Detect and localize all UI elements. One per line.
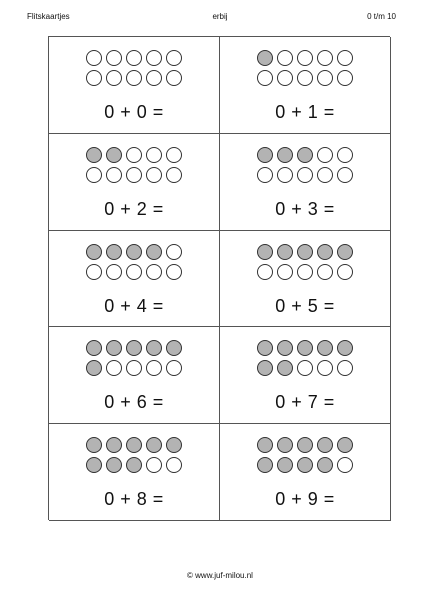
empty-dot	[277, 264, 293, 280]
filled-dot	[277, 360, 293, 376]
empty-dot	[317, 264, 333, 280]
equation: 0 + 5 =	[275, 295, 335, 316]
empty-dot	[297, 360, 313, 376]
flashcard	[49, 231, 220, 328]
header-title: Flitskaartjes	[27, 12, 70, 21]
filled-dot	[126, 244, 142, 260]
empty-dot	[146, 457, 162, 473]
flashcard	[49, 327, 220, 424]
dot-row	[86, 167, 182, 183]
flashcard	[220, 134, 391, 231]
filled-dot	[297, 340, 313, 356]
empty-dot	[297, 70, 313, 86]
dot-frame	[49, 244, 219, 280]
empty-dot	[166, 167, 182, 183]
filled-dot	[166, 340, 182, 356]
empty-dot	[337, 147, 353, 163]
flashcard-grid	[48, 36, 390, 520]
empty-dot	[297, 50, 313, 66]
filled-dot	[277, 147, 293, 163]
empty-dot	[166, 70, 182, 86]
filled-dot	[106, 457, 122, 473]
empty-dot	[166, 50, 182, 66]
dot-row	[86, 147, 182, 163]
flashcard	[49, 424, 220, 521]
copyright-footer: © www.juf-milou.nl	[187, 571, 253, 580]
dot-row	[257, 167, 353, 183]
empty-dot	[146, 167, 162, 183]
equation: 0 + 7 =	[275, 392, 335, 413]
dot-row	[257, 340, 353, 356]
filled-dot	[106, 147, 122, 163]
empty-dot	[317, 147, 333, 163]
filled-dot	[277, 244, 293, 260]
filled-dot	[277, 457, 293, 473]
empty-dot	[106, 167, 122, 183]
equation: 0 + 6 =	[104, 392, 164, 413]
flashcard	[220, 327, 391, 424]
equation: 0 + 9 =	[275, 489, 335, 510]
empty-dot	[297, 264, 313, 280]
filled-dot	[297, 437, 313, 453]
empty-dot	[277, 70, 293, 86]
dot-row	[257, 244, 353, 260]
empty-dot	[317, 50, 333, 66]
empty-dot	[337, 457, 353, 473]
empty-dot	[337, 167, 353, 183]
dot-frame	[220, 340, 390, 376]
empty-dot	[277, 167, 293, 183]
flashcard	[220, 424, 391, 521]
filled-dot	[257, 50, 273, 66]
empty-dot	[126, 167, 142, 183]
empty-dot	[317, 360, 333, 376]
empty-dot	[106, 70, 122, 86]
header-topic: erbij	[212, 12, 228, 21]
dot-row	[86, 457, 182, 473]
filled-dot	[277, 437, 293, 453]
empty-dot	[317, 70, 333, 86]
filled-dot	[317, 244, 333, 260]
equation: 0 + 3 =	[275, 198, 335, 219]
dot-row	[86, 70, 182, 86]
filled-dot	[146, 437, 162, 453]
filled-dot	[166, 437, 182, 453]
dot-frame	[220, 437, 390, 473]
dot-frame	[220, 147, 390, 183]
dot-frame	[220, 50, 390, 86]
empty-dot	[126, 264, 142, 280]
filled-dot	[106, 244, 122, 260]
empty-dot	[166, 147, 182, 163]
equation: 0 + 2 =	[104, 198, 164, 219]
dot-row	[257, 457, 353, 473]
empty-dot	[297, 167, 313, 183]
empty-dot	[337, 50, 353, 66]
filled-dot	[126, 457, 142, 473]
filled-dot	[86, 147, 102, 163]
filled-dot	[126, 340, 142, 356]
dot-row	[257, 360, 353, 376]
filled-dot	[86, 437, 102, 453]
dot-row	[257, 70, 353, 86]
filled-dot	[257, 437, 273, 453]
empty-dot	[317, 167, 333, 183]
empty-dot	[86, 264, 102, 280]
filled-dot	[86, 360, 102, 376]
empty-dot	[86, 167, 102, 183]
filled-dot	[146, 244, 162, 260]
filled-dot	[257, 457, 273, 473]
equation: 0 + 1 =	[275, 102, 335, 122]
filled-dot	[337, 437, 353, 453]
dot-row	[86, 244, 182, 260]
filled-dot	[257, 244, 273, 260]
empty-dot	[86, 70, 102, 86]
empty-dot	[257, 264, 273, 280]
empty-dot	[146, 70, 162, 86]
filled-dot	[277, 340, 293, 356]
empty-dot	[166, 244, 182, 260]
empty-dot	[106, 360, 122, 376]
empty-dot	[166, 360, 182, 376]
empty-dot	[277, 50, 293, 66]
dot-row	[257, 50, 353, 66]
equation: 0 + 0 =	[104, 102, 164, 122]
empty-dot	[257, 70, 273, 86]
filled-dot	[337, 340, 353, 356]
empty-dot	[257, 167, 273, 183]
equation: 0 + 8 =	[104, 489, 164, 510]
filled-dot	[86, 340, 102, 356]
empty-dot	[146, 264, 162, 280]
filled-dot	[106, 340, 122, 356]
filled-dot	[337, 244, 353, 260]
dot-frame	[49, 340, 219, 376]
flashcard	[49, 37, 220, 134]
empty-dot	[146, 147, 162, 163]
filled-dot	[126, 437, 142, 453]
dot-row	[86, 360, 182, 376]
flashcard	[49, 134, 220, 231]
dot-frame	[49, 50, 219, 86]
empty-dot	[106, 264, 122, 280]
flashcard	[220, 231, 391, 328]
filled-dot	[86, 244, 102, 260]
dot-row	[86, 437, 182, 453]
header-range: 0 t/m 10	[367, 12, 396, 21]
filled-dot	[297, 147, 313, 163]
empty-dot	[126, 147, 142, 163]
empty-dot	[146, 50, 162, 66]
filled-dot	[257, 360, 273, 376]
empty-dot	[126, 50, 142, 66]
dot-frame	[220, 244, 390, 280]
filled-dot	[317, 457, 333, 473]
dot-row	[86, 264, 182, 280]
dot-row	[257, 147, 353, 163]
empty-dot	[86, 50, 102, 66]
dot-frame	[49, 437, 219, 473]
empty-dot	[146, 360, 162, 376]
filled-dot	[297, 457, 313, 473]
filled-dot	[297, 244, 313, 260]
dot-frame	[49, 147, 219, 183]
empty-dot	[166, 264, 182, 280]
equation: 0 + 4 =	[104, 295, 164, 316]
empty-dot	[337, 360, 353, 376]
dot-row	[257, 264, 353, 280]
filled-dot	[317, 340, 333, 356]
empty-dot	[126, 70, 142, 86]
empty-dot	[337, 264, 353, 280]
empty-dot	[126, 360, 142, 376]
dot-row	[86, 50, 182, 66]
filled-dot	[86, 457, 102, 473]
flashcard	[220, 37, 391, 134]
filled-dot	[257, 147, 273, 163]
empty-dot	[106, 50, 122, 66]
filled-dot	[317, 437, 333, 453]
dot-row	[86, 340, 182, 356]
filled-dot	[106, 437, 122, 453]
empty-dot	[166, 457, 182, 473]
dot-row	[257, 437, 353, 453]
filled-dot	[146, 340, 162, 356]
page-header	[0, 12, 440, 26]
filled-dot	[257, 340, 273, 356]
empty-dot	[337, 70, 353, 86]
